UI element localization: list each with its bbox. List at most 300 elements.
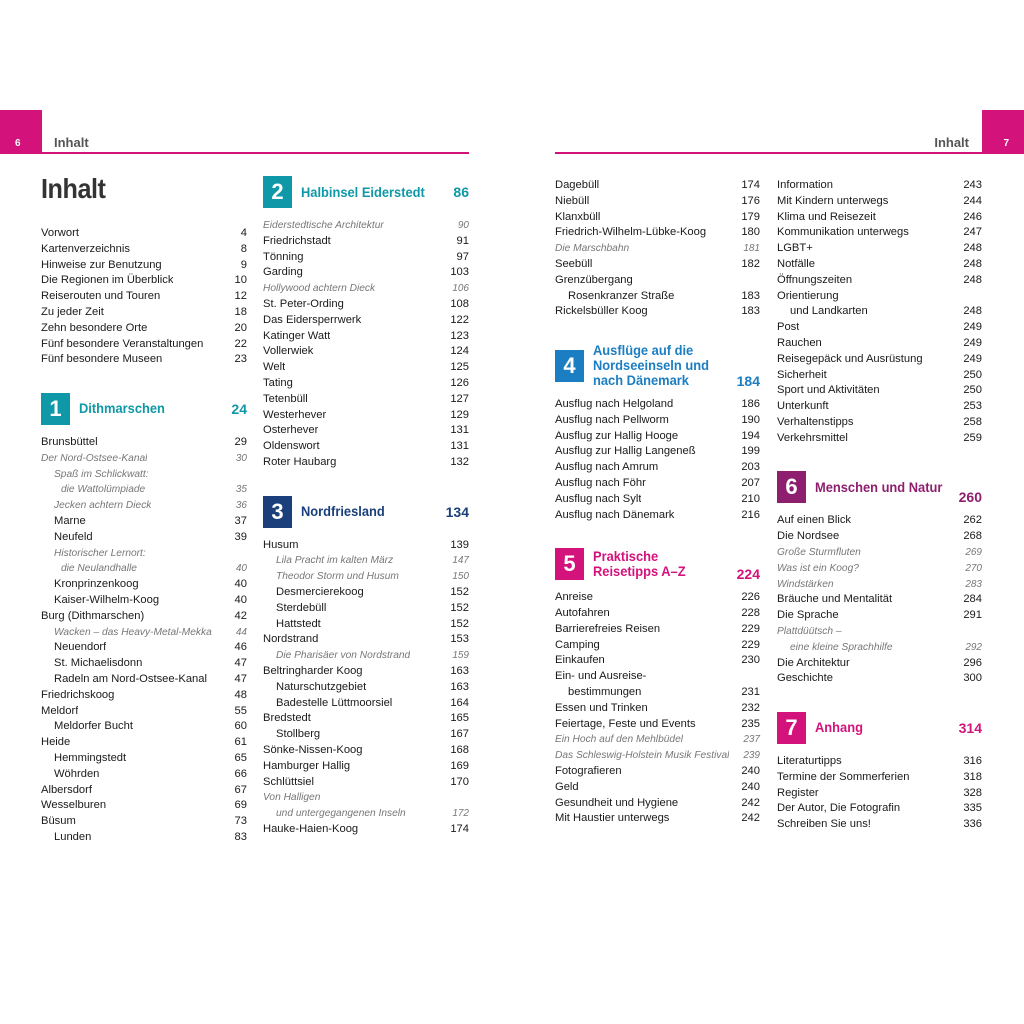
toc-entry-title: Sönke-Nissen-Koog [263,743,363,756]
toc-entry-page: 318 [963,770,982,783]
toc-entry-title: Brunsbüttel [41,435,98,448]
toc-entry-page: 172 [452,808,469,820]
section-header-2[interactable] [263,174,469,210]
toc-entry-page: 179 [741,210,760,223]
page-number-tab-right [982,110,1024,154]
toc-entry-page: 125 [450,361,469,374]
toc-entry-title: Hemmingstedt [54,751,127,764]
toc-entry[interactable] [777,529,982,545]
toc-entry[interactable] [555,701,760,717]
toc-entry-title: Unterkunft [777,400,829,413]
toc-entry[interactable] [777,577,982,593]
toc-entry[interactable] [41,467,247,483]
toc-entry-page: 203 [741,461,760,474]
toc-entry-title: Badestelle Lüttmoorsiel [276,696,393,709]
toc-entry[interactable] [777,671,982,687]
section-number: 5 [555,548,584,580]
toc-entry-title: die Neulandhalle [61,563,137,575]
toc-entry[interactable] [263,313,469,329]
toc-entry-title: und untergegangenen Inseln [276,808,406,820]
toc-entry[interactable] [555,413,760,429]
toc-entry-title: Sterdebüll [276,601,327,614]
section-number: 4 [555,350,584,382]
toc-entry[interactable] [555,178,760,194]
toc-entry-title: Ausflug zur Hallig Langeneß [555,445,696,458]
toc-entry-page: 12 [234,290,247,303]
toc-entry-page: 163 [450,680,469,693]
toc-entry-title: Fotografieren [555,764,622,777]
toc-entry[interactable] [263,727,469,743]
toc-entry-title: Reiserouten und Touren [41,290,161,303]
toc-entry[interactable] [777,210,982,226]
toc-entry[interactable] [555,273,760,289]
toc-entry[interactable] [777,241,982,257]
toc-entry[interactable] [777,383,982,399]
toc-entry[interactable] [41,451,247,467]
toc-entry-page: 163 [450,664,469,677]
toc-entry-title: Ein- und Ausreise- [555,670,647,683]
toc-entry[interactable] [555,476,760,492]
toc-entry[interactable] [555,606,760,622]
toc-entry[interactable] [777,304,982,320]
toc-entry[interactable] [41,482,247,498]
toc-entry[interactable] [263,538,469,554]
toc-entry-title: Stollberg [276,728,321,741]
toc-entry[interactable] [555,492,760,508]
toc-entry[interactable] [263,439,469,455]
toc-entry-title: Wacken – das Heavy-Metal-Mekka [54,626,212,638]
toc-entry[interactable] [777,257,982,273]
toc-entry[interactable] [41,498,247,514]
section-name: Dithmarschen [79,400,165,417]
toc-entry[interactable] [41,258,247,274]
toc-entry[interactable] [41,783,247,799]
toc-entry-page: 284 [963,593,982,606]
toc-entry-page: 180 [741,226,760,239]
toc-entry-title: Öffnungszeiten [777,273,853,286]
page-number-tab-left [0,110,42,154]
toc-entry[interactable] [41,305,247,321]
toc-entry[interactable] [555,590,760,606]
toc-entry-title: Mit Kindern unterwegs [777,194,889,207]
section-page: 224 [736,566,760,583]
toc-entry[interactable] [41,561,247,577]
toc-entry-page: 83 [234,830,247,843]
toc-entry-title: Von Halligen [263,792,321,804]
toc-entry-page: 186 [741,397,760,410]
toc-entry[interactable] [41,321,247,337]
toc-entry[interactable] [263,218,469,234]
toc-list-section-4 [555,397,760,523]
toc-entry-title: Kartenverzeichnis [41,242,130,255]
toc-entry[interactable] [41,530,247,546]
toc-entry[interactable] [777,194,982,210]
toc-entry[interactable] [41,640,247,656]
toc-list-section-3 [263,538,469,838]
toc-entry-page: 42 [234,609,247,622]
toc-entry-title: Rickelsbüller Koog [555,305,648,318]
toc-entry-title: Bräuche und Mentalität [777,593,893,606]
toc-entry[interactable] [263,775,469,791]
toc-entry[interactable] [777,513,982,529]
toc-entry-title: Hollywood achtern Dieck [263,283,376,295]
toc-entry-page: 249 [963,321,982,334]
toc-entry-page: 207 [741,476,760,489]
toc-entry[interactable] [263,696,469,712]
toc-entry[interactable] [41,672,247,688]
toc-entry[interactable] [263,281,469,297]
toc-entry-title: Seebüll [555,257,593,270]
toc-entry-page: 106 [452,283,469,295]
toc-entry-title: Ausflug nach Helgoland [555,397,674,410]
toc-entry[interactable] [777,399,982,415]
toc-entry-page: 240 [741,764,760,777]
toc-entry-page: 259 [963,431,982,444]
toc-entry-title: Osterhever [263,424,319,437]
toc-entry[interactable] [263,553,469,569]
toc-entry[interactable] [263,376,469,392]
toc-entry[interactable] [555,622,760,638]
toc-entry-page: 124 [450,345,469,358]
toc-entry[interactable] [263,250,469,266]
toc-entry-title: Fünf besondere Museen [41,353,163,366]
toc-entry[interactable] [777,545,982,561]
toc-entry[interactable] [41,814,247,830]
toc-entry-page: 18 [234,305,247,318]
toc-entry[interactable] [777,640,982,656]
toc-entry[interactable] [263,648,469,664]
toc-entry[interactable] [41,289,247,305]
toc-entry[interactable] [263,585,469,601]
toc-entry[interactable] [263,759,469,775]
section-header-5[interactable] [555,546,760,582]
toc-entry[interactable] [41,767,247,783]
toc-entry-title: Anreise [555,591,593,604]
toc-entry[interactable] [555,669,760,685]
toc-entry-page: 242 [741,812,760,825]
toc-entry[interactable] [41,609,247,625]
toc-entry-title: Literaturtipps [777,754,842,767]
toc-entry[interactable] [777,592,982,608]
section-header-6[interactable] [777,469,982,505]
toc-entry[interactable] [555,717,760,733]
section-page: 24 [231,400,247,417]
toc-entry[interactable] [263,680,469,696]
toc-entry[interactable] [777,336,982,352]
toc-entry-page: 47 [234,672,247,685]
toc-entry-title: Schlüttsiel [263,775,314,788]
toc-entry-page: 35 [235,484,247,496]
toc-entry[interactable] [555,194,760,210]
toc-entry-title: Historischer Lernort: [54,547,146,559]
toc-entry[interactable] [777,352,982,368]
toc-entry[interactable] [777,817,982,833]
toc-entry[interactable] [263,569,469,585]
toc-entry[interactable] [41,656,247,672]
toc-entry[interactable] [777,561,982,577]
toc-entry[interactable] [555,764,760,780]
toc-entry[interactable] [41,546,247,562]
toc-entry[interactable] [777,415,982,431]
toc-entry-page: 246 [963,210,982,223]
toc-entry[interactable] [41,226,247,242]
toc-entry-title: bestimmungen [568,685,642,698]
toc-entry[interactable] [555,444,760,460]
toc-entry[interactable] [41,688,247,704]
toc-entry[interactable] [263,265,469,281]
toc-entry-title: Barrierefreies Reisen [555,622,661,635]
toc-entry[interactable] [777,320,982,336]
toc-entry-page: 235 [741,717,760,730]
toc-entry-title: Welt [263,361,286,374]
page-title: Inhalt [41,173,106,204]
toc-entry-title: Vollerwiek [263,345,314,358]
toc-entry-title: Die Regionen im Überblick [41,274,174,287]
toc-entry[interactable] [777,608,982,624]
toc-entry-title: Friedrichskoog [41,688,115,701]
toc-entry-title: Orientierung [777,289,839,302]
section-page: 134 [445,503,469,520]
toc-entry-title: Tetenbüll [263,392,308,405]
section-header-7[interactable] [777,710,982,746]
toc-entry[interactable] [777,770,982,786]
toc-entry-title: Burg (Dithmarschen) [41,609,145,622]
toc-entry-title: die Wattolümpiade [61,484,146,496]
toc-entry-page: 240 [741,780,760,793]
toc-entry-page: 291 [963,609,982,622]
toc-entry-page: 269 [965,546,982,558]
toc-entry[interactable] [41,625,247,641]
toc-entry[interactable] [555,397,760,413]
toc-entry[interactable] [41,593,247,609]
toc-entry[interactable] [263,423,469,439]
toc-entry-title: Tating [263,376,293,389]
toc-entry[interactable] [41,337,247,353]
toc-entry[interactable] [41,273,247,289]
toc-entry[interactable] [263,455,469,471]
toc-entry[interactable] [263,743,469,759]
page-number-left: 6 [15,138,21,149]
toc-entry[interactable] [777,289,982,305]
toc-entry[interactable] [555,257,760,273]
toc-entry-page: 48 [234,688,247,701]
toc-entry-title: Das Eidersperrwerk [263,313,362,326]
toc-entry[interactable] [263,601,469,617]
toc-entry-page: 127 [450,392,469,405]
toc-entry[interactable] [777,624,982,640]
toc-entry-title: Marne [54,514,86,527]
toc-entry[interactable] [555,780,760,796]
toc-entry[interactable] [41,352,247,368]
toc-entry-title: Desmercierekoog [276,585,364,598]
toc-entry[interactable] [777,754,982,770]
toc-entry[interactable] [263,806,469,822]
toc-entry[interactable] [555,796,760,812]
toc-entry-title: Grenzübergang [555,273,633,286]
toc-entry[interactable] [41,719,247,735]
section-name: Menschen und Natur [815,478,943,495]
toc-entry-page: 165 [450,712,469,725]
toc-entry-page: 183 [741,305,760,318]
toc-entry[interactable] [555,210,760,226]
toc-entry[interactable] [263,360,469,376]
toc-entry-title: Ein Hoch auf den Mehlbüdel [555,734,683,746]
toc-entry-title: Meldorf [41,704,79,717]
toc-entry[interactable] [263,822,469,838]
toc-entry-title: Büsum [41,815,76,828]
toc-entry[interactable] [263,344,469,360]
toc-entry[interactable] [41,435,247,451]
toc-entry[interactable] [263,329,469,345]
toc-entry-page: 91 [456,234,469,247]
toc-entry-title: Klanxbüll [555,210,601,223]
toc-list-section-3-continued [555,178,760,320]
toc-entry-title: Lunden [54,830,92,843]
toc-entry-page: 37 [234,514,247,527]
toc-entry-title: Auf einen Blick [777,514,852,527]
header-rule-left [42,152,469,154]
toc-entry[interactable] [777,273,982,289]
toc-entry-page: 23 [234,353,247,366]
toc-entry-title: Information [777,179,833,191]
section-header-1[interactable] [41,391,247,427]
toc-entry[interactable] [777,656,982,672]
toc-entry[interactable] [41,830,247,846]
toc-entry[interactable] [263,617,469,633]
toc-entry[interactable] [41,577,247,593]
toc-entry-title: LGBT+ [777,242,813,255]
toc-entry[interactable] [263,632,469,648]
toc-entry-page: 174 [450,822,469,835]
section-number: 1 [41,393,70,425]
toc-entry[interactable] [555,289,760,305]
toc-entry[interactable] [263,234,469,250]
toc-entry[interactable] [41,242,247,258]
toc-entry-page: 8 [240,242,247,255]
toc-entry[interactable] [555,429,760,445]
toc-entry[interactable] [41,735,247,751]
toc-entry-title: und Landkarten [790,305,868,318]
header-title-right: Inhalt [934,135,969,150]
section-number: 3 [263,496,292,528]
toc-entry-page: 131 [450,424,469,437]
toc-entry-title: Geld [555,780,579,793]
toc-entry[interactable] [41,751,247,767]
toc-entry-title: Bredstedt [263,712,311,725]
toc-column-1 [41,226,247,846]
toc-entry[interactable] [777,786,982,802]
toc-entry-title: Albersdorf [41,783,92,796]
toc-entry[interactable] [263,408,469,424]
toc-list-section-7 [777,754,982,833]
header-rule-right [555,152,982,154]
toc-entry[interactable] [263,664,469,680]
toc-entry-title: Naturschutzgebiet [276,680,367,693]
toc-entry-title: Die Sprache [777,609,839,622]
toc-entry[interactable] [555,638,760,654]
toc-entry-page: 335 [963,802,982,815]
toc-entry[interactable] [555,460,760,476]
toc-entry[interactable] [555,653,760,669]
toc-entry-page: 40 [235,563,247,575]
toc-list-intro [41,226,247,368]
toc-entry-title: Oldenswort [263,440,320,453]
toc-entry-page: 170 [450,775,469,788]
toc-entry-title: Camping [555,638,600,651]
toc-entry-title: Ausflug nach Amrum [555,461,659,474]
toc-entry[interactable] [263,790,469,806]
toc-entry-page: 283 [965,578,982,590]
toc-entry-title: Heide [41,736,71,749]
section-name: Praktische Reisetipps A–Z [593,548,686,580]
toc-entry-page: 10 [234,274,247,287]
toc-entry[interactable] [777,225,982,241]
toc-entry-title: Schreiben Sie uns! [777,818,871,831]
toc-entry[interactable] [777,178,982,194]
toc-entry[interactable] [263,392,469,408]
toc-entry-title: Roter Haubarg [263,455,337,468]
toc-entry-title: Friedrichstadt [263,234,331,247]
toc-entry[interactable] [41,514,247,530]
toc-entry[interactable] [777,368,982,384]
toc-entry[interactable] [555,732,760,748]
toc-entry-title: Was ist ein Koog? [777,562,859,574]
toc-entry-title: Jecken achtern Dieck [54,500,152,512]
toc-entry-page: 243 [963,179,982,191]
toc-entry-title: Einkaufen [555,654,605,667]
toc-entry-title: Wesselburen [41,799,107,812]
toc-entry[interactable] [555,748,760,764]
toc-entry-page: 300 [963,672,982,685]
toc-entry-title: Rosenkranzer Straße [568,289,675,302]
page-number-right: 7 [1003,138,1009,149]
toc-entry-title: Die Marschbahn [555,243,630,255]
header-title-left: Inhalt [54,135,89,150]
toc-entry-title: Meldorfer Bucht [54,720,133,733]
toc-entry-page: 194 [741,429,760,442]
toc-entry-title: Fünf besondere Veranstaltungen [41,337,204,350]
toc-entry[interactable] [555,225,760,241]
section-header-3[interactable] [263,494,469,530]
toc-entry[interactable] [41,798,247,814]
toc-entry[interactable] [777,801,982,817]
section-number: 6 [777,471,806,503]
toc-entry-title: Hattstedt [276,617,321,630]
toc-entry[interactable] [555,811,760,827]
section-header-4[interactable] [555,343,760,389]
toc-entry[interactable] [555,241,760,257]
toc-entry-page: 248 [963,273,982,286]
toc-entry-title: Westerhever [263,408,327,421]
toc-entry[interactable] [263,297,469,313]
toc-entry-page: 9 [240,258,247,271]
toc-entry-page: 39 [234,530,247,543]
toc-list-section-1 [41,435,247,846]
toc-entry[interactable] [777,431,982,447]
toc-entry-title: Eiderstedtische Architektur [263,220,384,231]
toc-entry[interactable] [555,685,760,701]
section-name: Nordfriesland [301,503,385,520]
toc-entry-page: 122 [450,313,469,326]
toc-entry[interactable] [555,304,760,320]
toc-entry-page: 250 [963,368,982,381]
toc-entry[interactable] [263,711,469,727]
toc-entry[interactable] [41,704,247,720]
toc-entry-page: 239 [743,750,760,762]
toc-entry[interactable] [555,508,760,524]
section-page: 184 [736,372,760,389]
toc-entry-page: 152 [450,585,469,598]
